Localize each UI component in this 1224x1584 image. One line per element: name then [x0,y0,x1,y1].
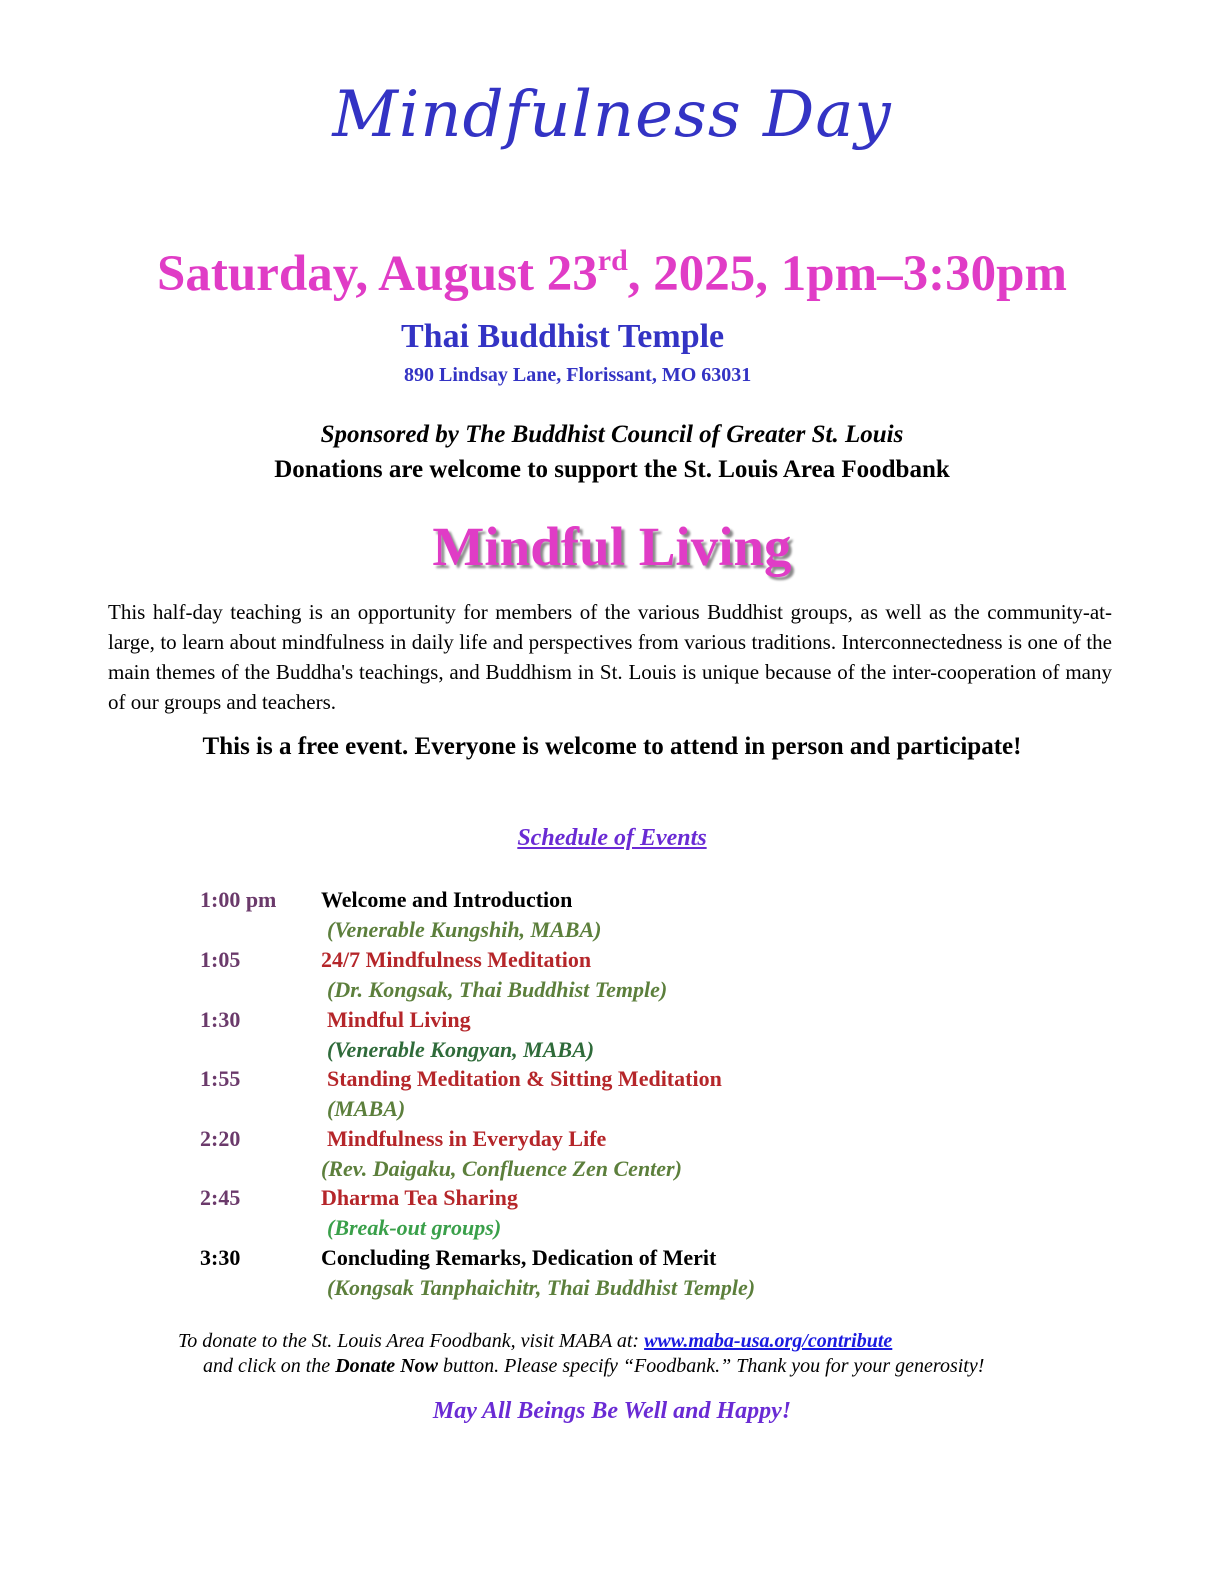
donate-link[interactable]: www.maba-usa.org/contribute [644,1330,893,1352]
donate-instructions-text: and click on the [203,1355,336,1377]
schedule-time: 1:00 pm [200,887,277,912]
schedule-event: Mindfulness in Everyday Life [327,1126,607,1151]
schedule-time: 1:55 [200,1066,241,1091]
schedule-event: Concluding Remarks, Dedication of Merit [321,1245,717,1270]
schedule-time: 2:20 [200,1126,241,1151]
page-title: Mindfulness Day [332,78,892,152]
event-date [0,245,1224,303]
schedule-time: 2:45 [200,1185,241,1210]
schedule-presenter: (Rev. Daigaku, Confluence Zen Center) [321,1156,682,1181]
sponsor-line: Sponsored by The Buddhist Council of Greater St. Louis [320,421,904,448]
schedule-presenter: (Dr. Kongsak, Thai Buddhist Temple) [327,977,668,1002]
schedule-time: 3:30 [200,1245,241,1270]
section-title-mindful-living: Mindful Living [432,516,792,577]
schedule-presenter: (MABA) [327,1096,406,1121]
event-description: This half-day teaching is an opportunity for members of the various Buddhist groups, as well as the community-at-large, to learn about mindfulness in daily life and perspectives from various traditions. Interconnectedness is one of the main themes of the Buddha's teachings, and Buddhism in St. Louis is unique because of the inter-cooperation of many of our groups and teachers. [108,600,1112,714]
venue-address: 890 Lindsay Lane, Florissant, MO 63031 [404,364,752,386]
event-date-suffix: rd [597,244,628,277]
schedule-event: Welcome and Introduction [321,887,573,912]
schedule-presenter: (Kongsak Tanphaichitr, Thai Buddhist Temple) [327,1275,756,1300]
schedule-heading: Schedule of Events [517,825,707,851]
event-date-main: Saturday, August 23 [157,246,598,302]
schedule-event: Mindful Living [327,1007,471,1032]
donate-instructions-line2 [203,1355,984,1378]
donate-instructions-line1 [178,1330,892,1353]
venue-name: Thai Buddhist Temple [401,318,725,355]
schedule-presenter: (Break-out groups) [327,1215,502,1240]
donate-instructions-text: button. Please specify “Foodbank.” Thank you for your generosity! [437,1355,985,1377]
closing-blessing: May All Beings Be Well and Happy! [432,1398,792,1424]
free-event-notice: This is a free event. Everyone is welcome to attend in person and participate! [202,733,1022,760]
donate-instructions-text: To donate to the St. Louis Area Foodbank, visit MABA at: [178,1330,645,1352]
schedule-time: 1:30 [200,1007,241,1032]
schedule-event: Standing Meditation & Sitting Meditation [327,1066,722,1091]
schedule-presenter: (Venerable Kungshih, MABA) [327,917,602,942]
schedule-presenter: (Venerable Kongyan, MABA) [327,1037,595,1062]
donations-line: Donations are welcome to support the St. Louis Area Foodbank [274,456,950,483]
schedule-time: 1:05 [200,947,241,972]
schedule-event: Dharma Tea Sharing [321,1185,518,1210]
donate-now-button-name: Donate Now [335,1355,438,1377]
event-date-rest: , 2025, 1pm–3:30pm [627,246,1067,302]
schedule-event: 24/7 Mindfulness Meditation [321,947,592,972]
